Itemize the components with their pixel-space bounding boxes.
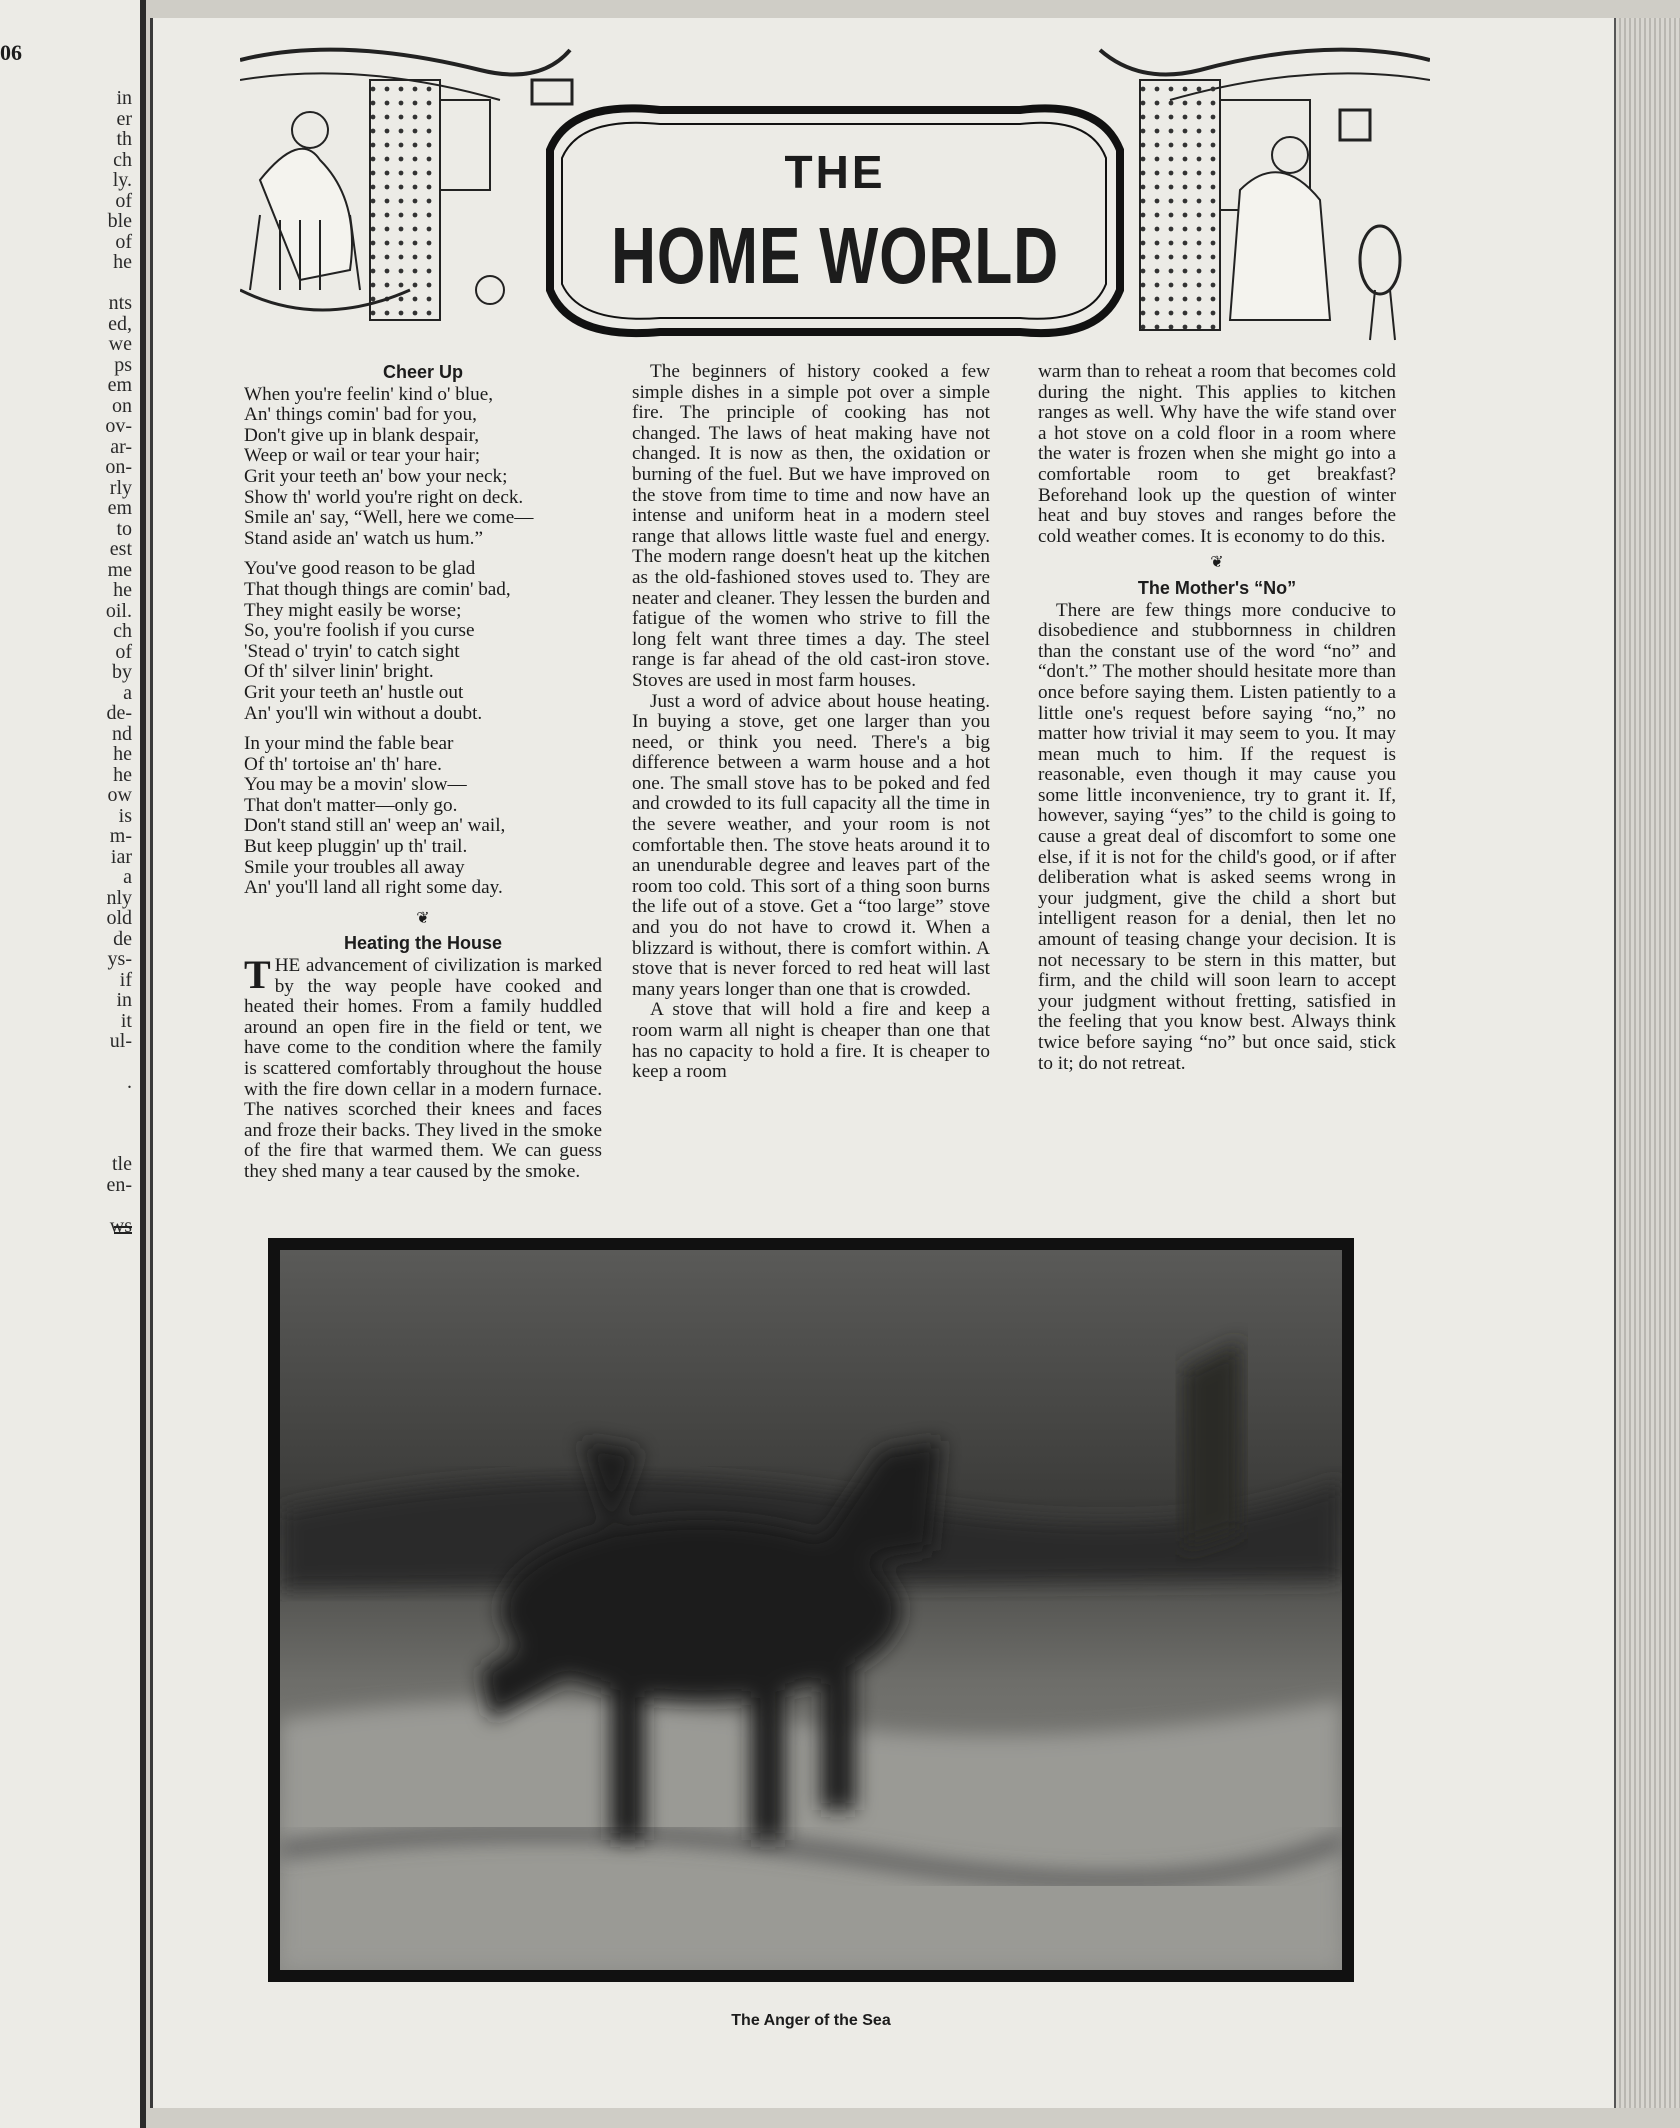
horse-in-surf-photograph — [280, 1250, 1342, 1970]
photo-caption: The Anger of the Sea — [731, 2012, 891, 2029]
column-2 — [632, 362, 990, 1083]
drop-cap: T — [244, 952, 271, 998]
article-paragraph: THE advancement of civilization is marked by the way people have cooked and heated their homes. From a family huddled around an open fire in the field or tent, we have come to the condition where the family is scattered comfortably throughout the house with the fire down cellar in a modern furnace. The natives scorched their knees and faces and froze their backs. They lived in the smoke of the fire that warmed them. We can guess they shed many a tear caused by the smoke. — [244, 952, 602, 1182]
page-number: 06 — [0, 40, 22, 65]
masthead-title-line1: THE — [784, 146, 886, 198]
facing-page-text-fragments: in er th ch ly. of ble of he nts ed, we ps em on ov- ar- on- rly em to est me he oil. ch of by a de- nd he he ow is m- iar a nly old de ys- if in it ul- . tle en- ws — [105, 87, 132, 1237]
article-heading: Heating the House — [343, 933, 503, 954]
poem-stanza: When you're feelin' kind o' blue, An' things comin' bad for you, Don't give up in blank despair, Weep or wail or tear your hair; Grit your teeth an' bow your neck; Show th' world you're right on deck. Smile an' say, “Well, here we come— Stand aside an' watch us hum.” — [244, 383, 534, 549]
column-1 — [244, 362, 602, 1183]
article-paragraph: There are few things more conducive to disobedience and stubbornness in children than the constant use of the word “no” and “don't.” The mother should hesitate more than once before saying them. Listen patiently to a little one's request before saying “no,” no matter how trivial it may seem to you. It may mean much to him. If the request is reasonable, even though it may cause you some little inconvenience, try to grant it. If, however, saying “yes” to the child is going to cause a great deal of discomfort to some one else, if it is not for the child's good, or if after deliberation what is asked seems wrong in your judgment, give the child a short but intelligent reason for a denial, then let no amount of teasing change your decision. It is not necessary to be stern in this matter, but firm, and the child will soon learn to accept your judgment without fretting, satisfied in the feeling that you know best. Always think twice before saying “no” but once said, stick to it; do not retreat. — [1038, 599, 1396, 1074]
divider — [114, 1226, 132, 1234]
poem-heading: Cheer Up — [382, 362, 463, 382]
section-ornament-icon: ❦ — [416, 909, 430, 927]
article-paragraph: The beginners of history cooked a few simple dishes in a simple pot over a simple fire. The principle of cooking has not changed. The laws of heat making have not changed. It is now as then, the oxidation or burning of the fuel. But we have improved on the stove from time to time and now have an intense and uniform heat in a modern steel range that allows little waste fuel and energy. The modern range doesn't heat up the kitchen as the old-fashioned stoves used to. They are neater and cleaner. They lessen the burden and fatigue of the women who strive to fill the long felt want three times a day. The steel range is far ahead of the old cast-iron stove. Stoves are used in most farm houses. — [632, 361, 990, 691]
page-stack-edge — [1614, 18, 1680, 2108]
header-banner — [240, 40, 1430, 352]
photograph-frame — [268, 1238, 1354, 1982]
poem-stanza: In your mind the fable bear Of th' tortoise an' th' hare. You may be a movin' slow— That don't matter—only go. Don't stand still an' weep an' wail, But keep pluggin' up th' trail. Smile your troubles all away An' you'll land all right some day. — [244, 733, 506, 899]
column-3 — [1038, 362, 1396, 1074]
masthead-title-line2: HOME WORLD — [610, 211, 1060, 300]
article-paragraph: A stove that will hold a fire and keep a room warm all night is cheaper than one that has no capacity to hold a fire. It is cheaper to keep a room — [632, 999, 990, 1083]
article-heading: The Mother's “No” — [1137, 577, 1297, 598]
facing-page-edge — [0, 0, 146, 2128]
article-paragraph: Just a word of advice about house heating. In buying a stove, get one larger than you need, or think you need. There's a big difference between a warm house and a hot one. The small stove has to be poked and fed and crowded to its full capacity all the time in the severe weather, and your room is not comfortable then. The stove heats around it to an unendurable degree and leaves part of the room too cold. This sort of a thing soon burns the life out of a stove. Get a “too large” stove and you do not have to crowd it. When a blizzard is without, there is comfort within. A stove that is never forced to red heat will last many years longer than one that is crowded. — [632, 690, 990, 1000]
article-paragraph: warm than to reheat a room that becomes cold during the night. This applies to kitchen ranges as well. Why have the wife stand over a hot stove on a cold floor in a room where the water is frozen when she might go into a comfortable room to get breakfast? Beforehand look up the question of winter heat and buy stoves and ranges before the cold weather comes. It is economy to do this. — [1038, 361, 1396, 547]
poem-stanza: You've good reason to be glad That though things are comin' bad, They might easily be worse; So, you're foolish if you curse 'Stead o' tryin' to catch sight Of th' silver linin' bright. Grit your teeth an' hustle out An' you'll win without a doubt. — [244, 558, 511, 724]
section-ornament-icon: ❦ — [1210, 554, 1224, 572]
